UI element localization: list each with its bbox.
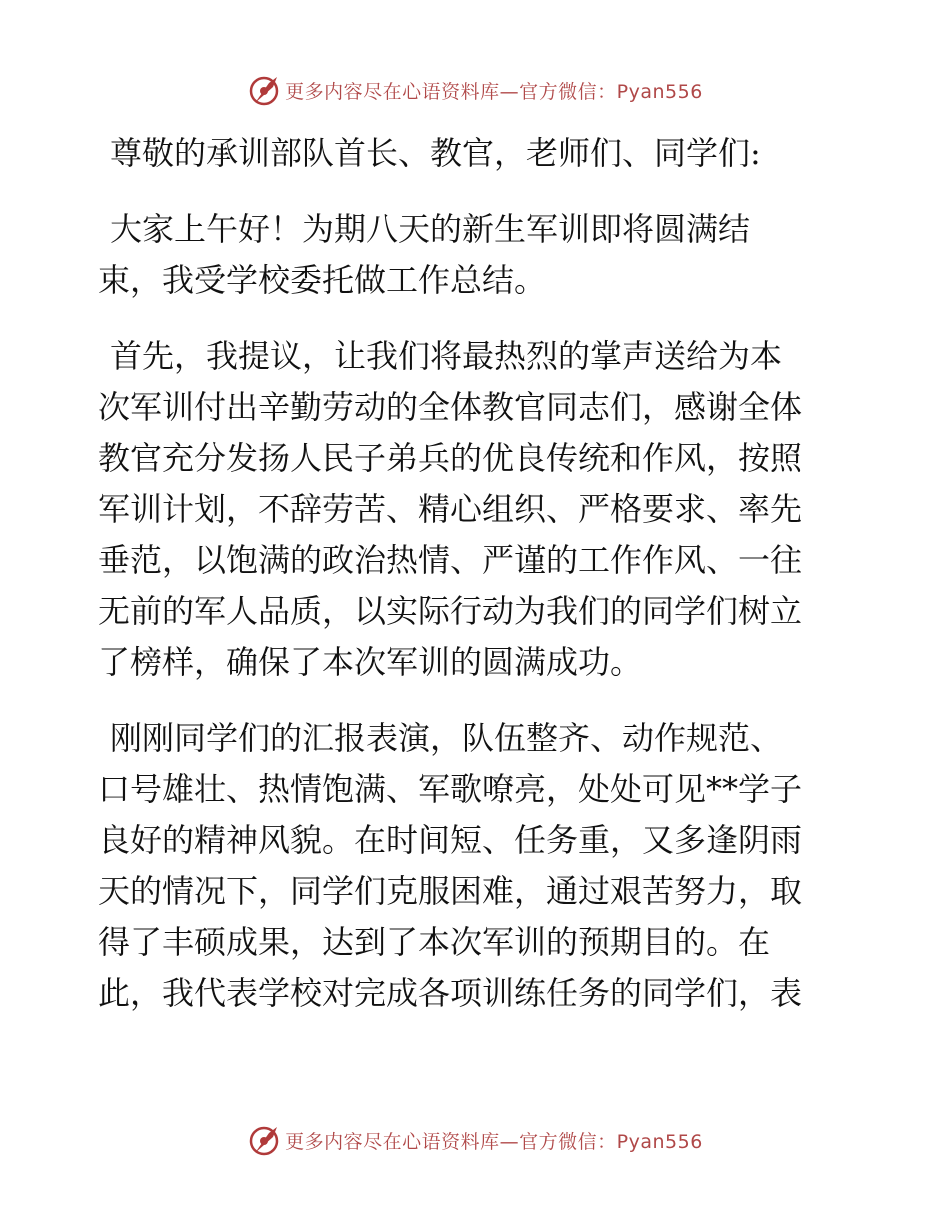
- text-line: 束，我受学校委托做工作总结。: [98, 261, 547, 299]
- paragraph-performance: [98, 713, 850, 1019]
- document-body: [98, 128, 850, 1044]
- text-line: 得了丰硕成果，达到了本次军训的预期目的。在: [98, 923, 771, 961]
- paragraph-thanks: [98, 331, 850, 688]
- quill-logo-icon: [247, 1123, 281, 1157]
- text-line: 良好的精神风貌。在时间短、任务重，又多逢阴雨: [98, 821, 803, 859]
- text-line: 大家上午好！为期八天的新生军训即将圆满结: [110, 210, 751, 248]
- text-line: 刚刚同学们的汇报表演，队伍整齐、动作规范、: [110, 719, 783, 757]
- text-line: 次军训付出辛勤劳动的全体教官同志们，感谢全体: [98, 388, 803, 426]
- text-line: 天的情况下，同学们克服困难，通过艰苦努力，取: [98, 872, 803, 910]
- text-line: 此，我代表学校对完成各项训练任务的同学们，表: [98, 974, 803, 1012]
- quill-logo-icon: [247, 73, 281, 107]
- text-line: 军训计划，不辞劳苦、精心组织、严格要求、率先: [98, 490, 803, 528]
- text-line: 口号雄壮、热情饱满、军歌嘹亮，处处可见**学子: [98, 770, 803, 808]
- text-line: 首先，我提议，让我们将最热烈的掌声送给为本: [110, 337, 783, 375]
- text-line: 了榜样，确保了本次军训的圆满成功。: [98, 643, 643, 681]
- text-line: 教官充分发扬人民子弟兵的优良传统和作风，按照: [98, 439, 803, 477]
- footer-watermark: [0, 1120, 950, 1160]
- header-watermark-text: 更多内容尽在心语资料库—官方微信：Pyan556: [285, 80, 703, 103]
- header-watermark: [0, 70, 950, 110]
- text-line: 垂范，以饱满的政治热情、严谨的工作作风、一往: [98, 541, 803, 579]
- text-line: 尊敬的承训部队首长、教官，老师们、同学们:: [110, 134, 761, 172]
- paragraph-opening: [98, 204, 850, 306]
- footer-watermark-text: 更多内容尽在心语资料库—官方微信：Pyan556: [285, 1130, 703, 1153]
- paragraph-greeting: [98, 128, 850, 179]
- text-line: 无前的军人品质，以实际行动为我们的同学们树立: [98, 592, 803, 630]
